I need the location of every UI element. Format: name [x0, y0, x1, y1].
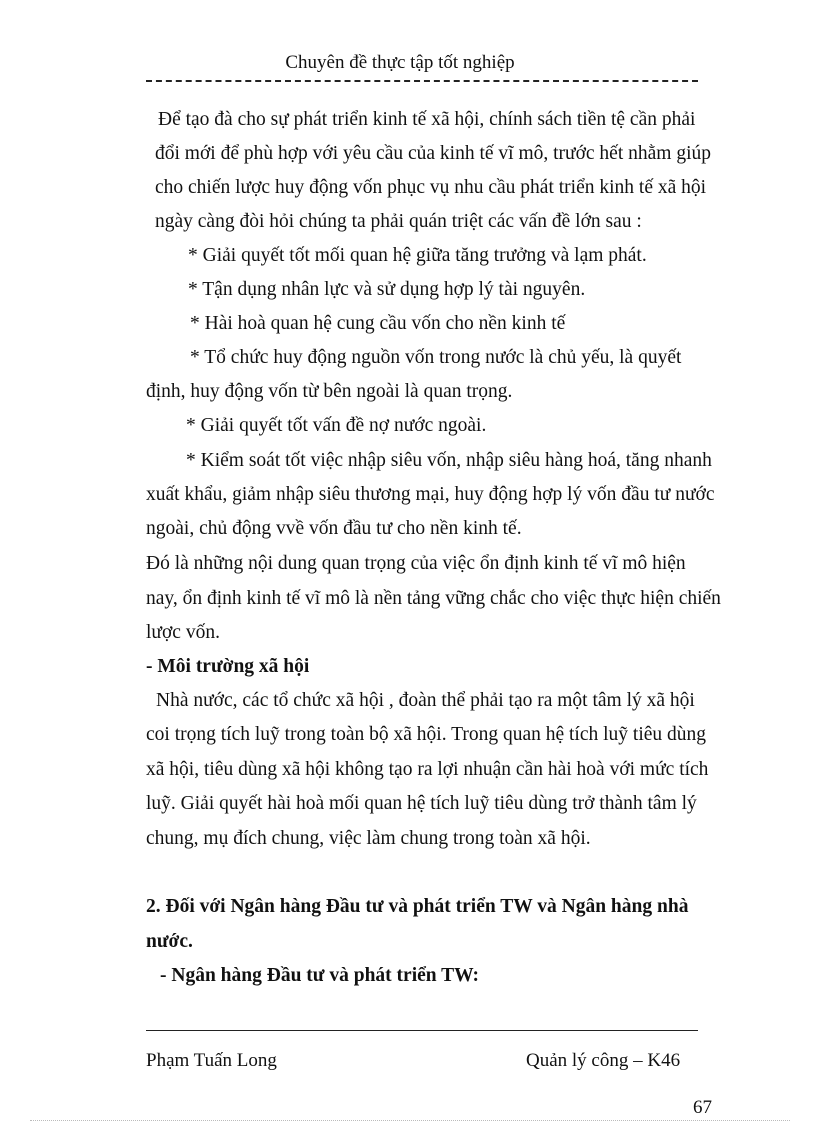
text-line: luỹ. Giải quyết hài hoà mối quan hệ tích luỹ tiêu dùng trở thành tâm lý — [146, 793, 697, 814]
text-line: nay, ổn định kinh tế vĩ mô là nền tảng vững chắc cho việc thực hiện chiến — [146, 588, 721, 609]
footer-divider — [146, 1030, 698, 1031]
text-line: Đó là những nội dung quan trọng của việc ổn định kinh tế vĩ mô hiện — [146, 553, 686, 574]
footer-author: Phạm Tuấn Long — [146, 1050, 277, 1071]
page-number: 67 — [693, 1097, 712, 1118]
text-line: ngày càng đòi hỏi chúng ta phải quán triệt các vấn đề lớn sau : — [155, 211, 642, 232]
page-header-title: Chuyên đề thực tập tốt nghiệp — [285, 52, 515, 73]
footer-class: Quản lý công – K46 — [526, 1050, 681, 1071]
bullet-item: * Hài hoà quan hệ cung cầu vốn cho nền kinh tế — [190, 313, 566, 334]
text-line: lược vốn. — [146, 622, 220, 643]
subsection-heading: - Ngân hàng Đầu tư và phát triển TW: — [160, 965, 480, 986]
bullet-item: * Giải quyết tốt vấn đề nợ nước ngoài. — [186, 415, 487, 436]
bullet-item: * Kiểm soát tốt việc nhập siêu vốn, nhập siêu hàng hoá, tăng nhanh — [186, 450, 712, 471]
text-line: cho chiến lược huy động vốn phục vụ nhu cầu phát triển kinh tế xã hội — [155, 177, 707, 198]
text-line: Nhà nước, các tổ chức xã hội , đoàn thể phải tạo ra một tâm lý xã hội — [156, 690, 695, 711]
section-heading: - Môi trường xã hội — [146, 656, 310, 677]
section-heading: nước. — [146, 931, 193, 952]
page-edge-dotted-line — [30, 1120, 790, 1121]
text-line: ngoài, chủ động vvề vốn đầu tư cho nền kinh tế. — [146, 518, 522, 539]
text-line: đổi mới để phù hợp với yêu cầu của kinh tế vĩ mô, trước hết nhằm giúp — [155, 143, 711, 164]
section-heading: 2. Đối với Ngân hàng Đầu tư và phát triển TW và Ngân hàng nhà — [146, 896, 689, 917]
text-line: chung, mụ đích chung, việc làm chung trong toàn xã hội. — [146, 828, 591, 849]
text-line: định, huy động vốn từ bên ngoài là quan trọng. — [146, 381, 513, 402]
text-line: xã hội, tiêu dùng xã hội không tạo ra lợi nhuận cần hài hoà với mức tích — [146, 759, 709, 780]
bullet-item: * Tổ chức huy động nguồn vốn trong nước là chủ yếu, là quyết — [190, 347, 682, 368]
text-line: coi trọng tích luỹ trong toàn bộ xã hội. Trong quan hệ tích luỹ tiêu dùng — [146, 724, 707, 745]
bullet-item: * Giải quyết tốt mối quan hệ giữa tăng trưởng và lạm phát. — [188, 245, 647, 266]
bullet-item: * Tận dụng nhân lực và sử dụng hợp lý tài nguyên. — [188, 279, 586, 300]
header-dashed-divider — [146, 80, 698, 82]
text-line: xuất khẩu, giảm nhập siêu thương mại, huy động hợp lý vốn đầu tư nước — [146, 484, 715, 505]
text-line: Để tạo đà cho sự phát triển kinh tế xã hội, chính sách tiền tệ cần phải — [158, 109, 696, 130]
